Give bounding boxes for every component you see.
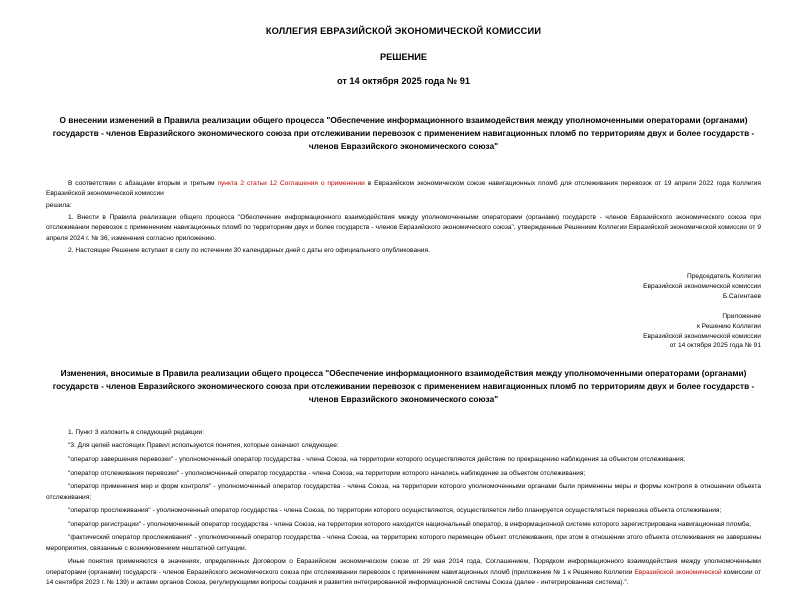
changes-title: Изменения, вносимые в Правила реализации общего процесса "Обеспечение информационного взаимодействия между уполномоченными операторами (органами) государств - членов Евразийского экономического союза при отслеживании перевозок с применением навигационных пломб по территориям двух и более государств - членов Евразийского экономического союза"	[52, 368, 755, 405]
intro-text-part2: в Евразийском экономическом союзе навигационных пломб для отслеживания перевозок от 19 апреля 2022 года Коллегия Евразийской экономической комиссии	[46, 179, 761, 197]
document-intro-block	[46, 179, 761, 257]
changes-9-part1: Иные понятия применяются в значениях, определенных Договором о Евразийском экономическом союзе от 29 мая 2014 года, Соглашением, Порядком информационного взаимодействия между уполномоченными операторами (органами) государств - членов Евразийского экономического союза при отслеживании перевозок с применением навигационных пломб (приложение № 1 к Решению Коллегии	[46, 558, 761, 576]
changes-body	[46, 428, 761, 589]
annex-line-2: к Решению Коллегии	[696, 322, 761, 330]
signature-name: Б.Сагинтаев	[722, 292, 761, 300]
eec-decision-link[interactable]: Евразийской экономической	[634, 568, 722, 576]
changes-9-part2: комиссии от 14 сентября 2023 г. № 139) и актами органов Союза, регулирующими вопросы создания и развития интегрированной информационной системы Союза (далее - интегрированная система).".	[46, 568, 762, 587]
changes-paragraph-9	[46, 557, 761, 589]
changes-paragraph-5: "оператор применения мер и форм контроля" - уполномоченный оператор государства - члена Союза, на территории которого уполномоченными органами были применены меры и формы контроля в отношении объекта отслеживания;	[46, 483, 761, 501]
signature-line-2: Евразийской экономической комиссии	[643, 282, 761, 290]
reshila-label: решила:	[46, 201, 72, 209]
document-subheader: РЕШЕНИЕ	[380, 51, 427, 62]
signature-block	[46, 272, 761, 302]
changes-paragraph-7: "оператор регистрации" - уполномоченный оператор государства - члена Союза, на территории которого находится национальный оператор, в информационной системе которого зарегистрирована навигационная пломба;	[68, 520, 751, 528]
changes-paragraph-3: "оператор завершения перевозки" - уполномоченный оператор государства - члена Союза, на территории которого осуществляются действие по прекращению наблюдения за объектом отслеживания;	[68, 455, 686, 463]
changes-paragraph-4: "оператор отслеживания перевозки" - уполномоченный оператор государства - члена Союза, на территории которого начались наблюдение за объектом отслеживания;	[68, 469, 586, 477]
document-title: О внесении изменений в Правила реализации общего процесса "Обеспечение информационного взаимодействия между уполномоченными операторами (органами) государств - членов Евразийского экономического союза при отслеживании перевозок с применением навигационных пломб по территориям двух и более государств - членов Евразийского экономического союза"	[52, 114, 755, 151]
changes-paragraph-6: "оператор прослеживания" - уполномоченный оператор государства - члена Союза, по территории которого осуществляются, осуществляется либо планируется осуществляться перевозка объекта отслеживания;	[68, 507, 722, 515]
annex-line-1: Приложение	[722, 312, 761, 320]
annex-line-4: от 14 октября 2025 года № 91	[669, 342, 761, 350]
document-header: КОЛЛЕГИЯ ЕВРАЗИЙСКОЙ ЭКОНОМИЧЕСКОЙ КОМИССИИ	[265, 26, 542, 36]
intro-paragraph	[46, 179, 761, 199]
document-date-number: от 14 октября 2025 года № 91	[336, 75, 471, 86]
changes-paragraph-8: "фактический оператор прослеживания" - уполномоченный оператор государства - члена Союза, на территорию которого перемещен объект отслеживания, при этом в отношении этого объекта отслеживания не завершены мероприятия, связанные с возникновением нештатной ситуации.	[46, 534, 761, 552]
item-1-paragraph: 1. Внести в Правила реализации общего процесса "Обеспечение информационного взаимодействия между уполномоченными операторами (органами) государств - членов Евразийского экономического союза при отслеживании перевозок с применением навигационных пломб по территориям двух и более государств - членов Евразийского экономического союза", утвержденные Решением Коллегии Евразийской экономической комиссии от 9 апреля 2024 г. № 36, изменения согласно приложению.	[46, 214, 761, 242]
item-2-paragraph: 2. Настоящее Решение вступает в силу по истечении 30 календарных дней с даты его официального опубликования.	[68, 246, 430, 254]
signature-line-1: Председатель Коллегии	[687, 273, 761, 281]
changes-paragraph-2: "3. Для целей настоящих Правил используются понятия, которые означают следующее:	[68, 442, 339, 450]
changes-paragraph-1: 1. Пункт 3 изложить в следующей редакции:	[68, 428, 205, 436]
annex-line-3: Евразийской экономической комиссии	[643, 332, 761, 340]
intro-text-part1: В соответствии с абзацами вторым и третьим	[68, 179, 218, 187]
agreement-link[interactable]: пункта 2 статьи 12 Соглашения о применении	[217, 179, 365, 187]
annex-reference-block	[46, 312, 761, 352]
